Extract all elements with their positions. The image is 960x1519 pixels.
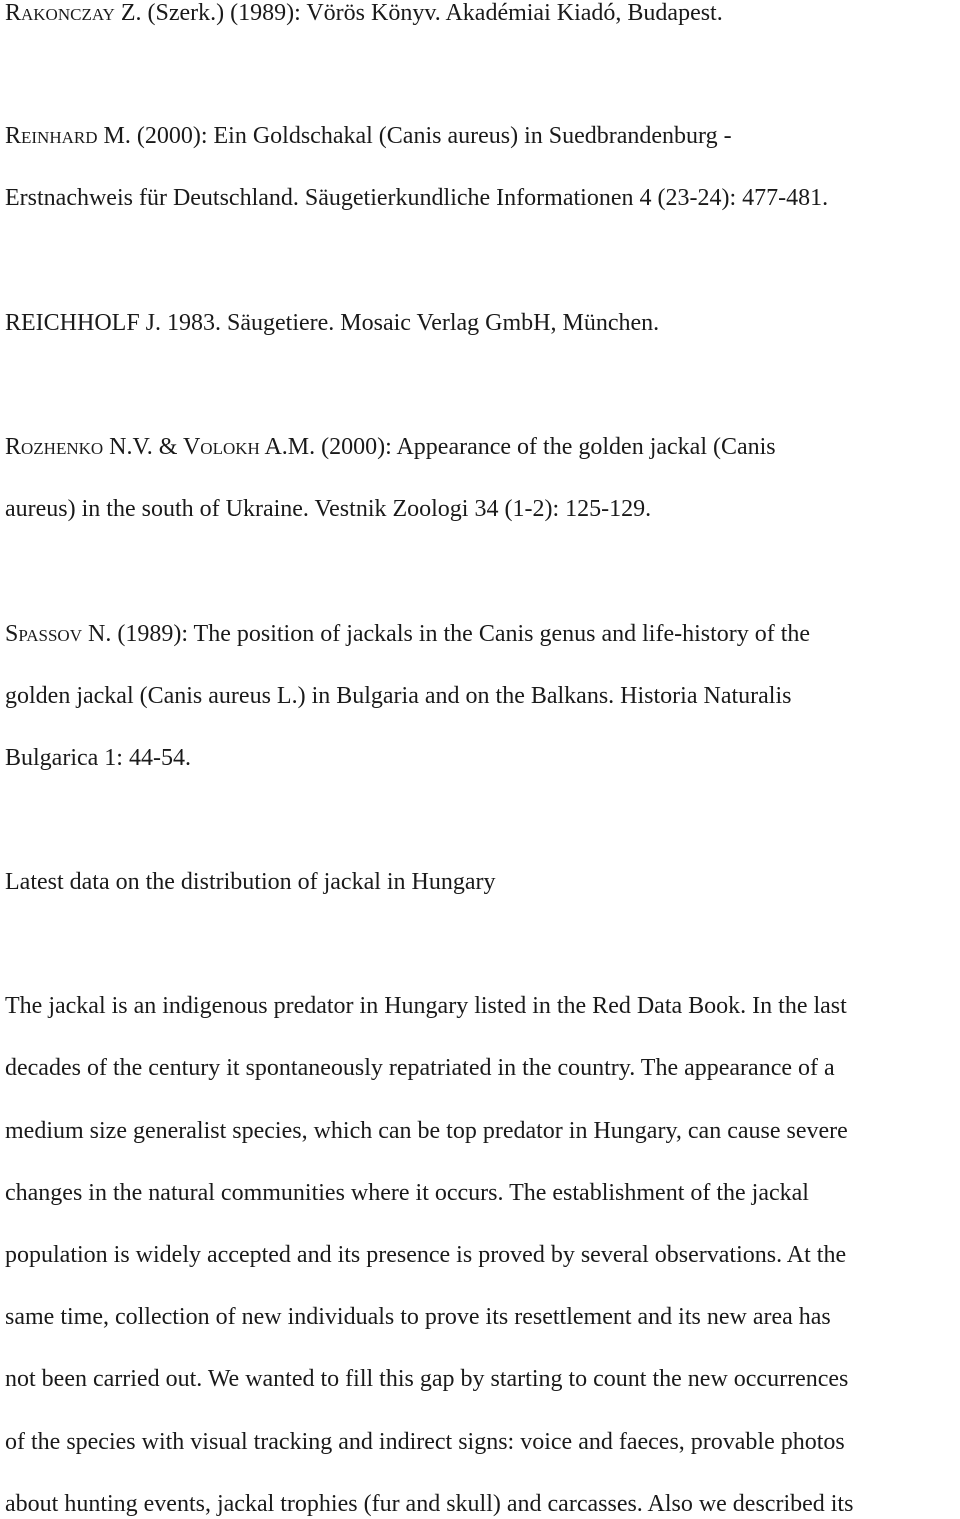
reference-text: (1989): The position of jackals in the Canis genus and life-history of the xyxy=(111,621,811,647)
reference-text: REICHHOLF J. 1983. Säugetiere. Mosaic Verlag GmbH, München. xyxy=(5,310,660,336)
body-line: changes in the natural communities where it occurs. The establishment of the jackal xyxy=(5,1180,809,1206)
reference-spassov xyxy=(5,619,810,649)
reference-text: (Szerk.) (1989): Vörös Könyv. Akadémiai Kiadó, Budapest. xyxy=(141,0,723,26)
reference-spassov-cont xyxy=(5,743,191,773)
body-line: decades of the century it spontaneously repatriated in the country. The appearance of a xyxy=(5,1055,835,1081)
reference-text: (2000): Ein Goldschakal (Canis aureus) in Suedbrandenburg - xyxy=(130,123,732,149)
body-line: The jackal is an indigenous predator in Hungary listed in the Red Data Book. In the last xyxy=(5,993,847,1019)
reference-text: Bulgarica 1: 44-54. xyxy=(5,745,191,771)
reference-author: Reinhard M. xyxy=(5,123,131,149)
body-line: of the species with visual tracking and indirect signs: voice and faeces, provable photos xyxy=(5,1429,845,1455)
reference-author: Rakonczay Z. xyxy=(5,0,142,26)
reference-rakonczay xyxy=(5,0,723,28)
reference-spassov-cont xyxy=(5,681,791,711)
reference-reichholf xyxy=(5,308,659,338)
reference-text: (2000): Appearance of the golden jackal (Canis xyxy=(315,434,776,460)
reference-reinhard xyxy=(5,121,732,151)
reference-rozhenko xyxy=(5,432,776,462)
reference-rozhenko-cont xyxy=(5,494,651,524)
body-line: not been carried out. We wanted to fill this gap by starting to count the new occurrences xyxy=(5,1366,849,1392)
reference-text: Erstnachweis für Deutschland. Säugetierkundliche Informationen 4 (23-24): 477-481. xyxy=(5,185,829,211)
reference-text: golden jackal (Canis aureus L.) in Bulgaria and on the Balkans. Historia Naturalis xyxy=(5,683,792,709)
reference-author: Spassov N. xyxy=(5,621,112,647)
body-line: about hunting events, jackal trophies (fur and skull) and carcasses. Also we described its xyxy=(5,1491,854,1517)
reference-author: Rozhenko N.V. & Volokh A.M. xyxy=(5,434,316,460)
reference-text: aureus) in the south of Ukraine. Vestnik Zoologi 34 (1-2): 125-129. xyxy=(5,496,652,522)
body-line: medium size generalist species, which can be top predator in Hungary, can cause severe xyxy=(5,1118,848,1144)
body-line: same time, collection of new individuals to prove its resettlement and its new area has xyxy=(5,1304,831,1330)
reference-reinhard-cont xyxy=(5,183,828,213)
body-line: population is widely accepted and its presence is proved by several observations. At the xyxy=(5,1242,847,1268)
section-heading: Latest data on the distribution of jackal in Hungary xyxy=(5,869,496,895)
